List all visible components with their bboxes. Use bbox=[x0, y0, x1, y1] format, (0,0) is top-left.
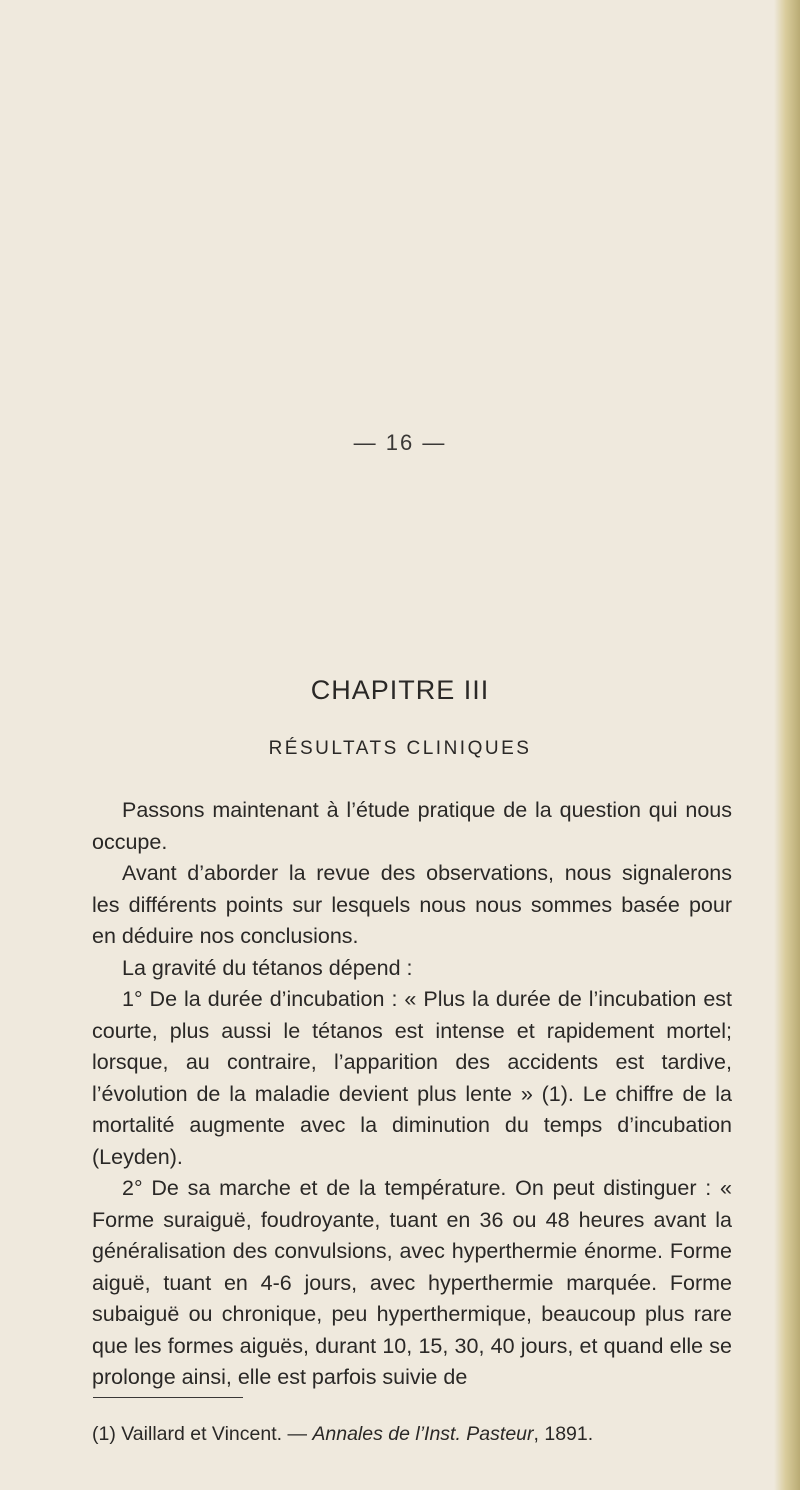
footnote-authors: (1) Vaillard et Vincent. — bbox=[92, 1423, 313, 1445]
page-number: — 16 — bbox=[353, 430, 447, 455]
body-text bbox=[92, 795, 732, 1394]
footnote-divider bbox=[93, 1397, 243, 1398]
paragraph: Avant d’aborder la revue des observations, nous signalerons les différents points sur lesquels nous nous sommes basée pour en déduire nos conclusions. bbox=[92, 861, 732, 948]
paragraph: 1° De la durée d’incubation : « Plus la durée de l’incubation est courte, plus aussi le tétanos est intense et rapidement mortel; lorsque, au contraire, l’apparition des accidents est tardive, l’évolution de la maladie devient plus lente » (1). Le chiffre de la mortalité augmente avec la diminution du temps d’incubation (Leyden). bbox=[92, 987, 732, 1169]
chapter-subtitle: RÉSULTATS CLINIQUES bbox=[268, 738, 532, 759]
footnote-journal: Annales de l’Inst. Pasteur bbox=[312, 1423, 534, 1445]
footnote-year: , 1891. bbox=[533, 1423, 594, 1445]
paragraph: Passons maintenant à l’étude pratique de la question qui nous occupe. bbox=[92, 798, 732, 854]
chapter-title: CHAPITRE III bbox=[310, 675, 490, 705]
paragraph: La gravité du tétanos dépend : bbox=[122, 955, 413, 980]
footnote bbox=[92, 1423, 752, 1446]
paragraph: 2° De sa marche et de la température. On peut distinguer : « Forme suraiguë, foudroyante, tuant en 36 ou 48 heures avant la généralisation des convulsions, avec hyperthermie énorme. Forme aiguë, tuant en 4-6 jours, avec hyperthermie marquée. Forme subaiguë ou chronique, peu hyperthermique, beaucoup plus rare que les formes aiguës, durant 10, 15, 30, 40 jours, et quand elle se prolonge ainsi, elle est parfois suivie de bbox=[92, 1176, 732, 1389]
